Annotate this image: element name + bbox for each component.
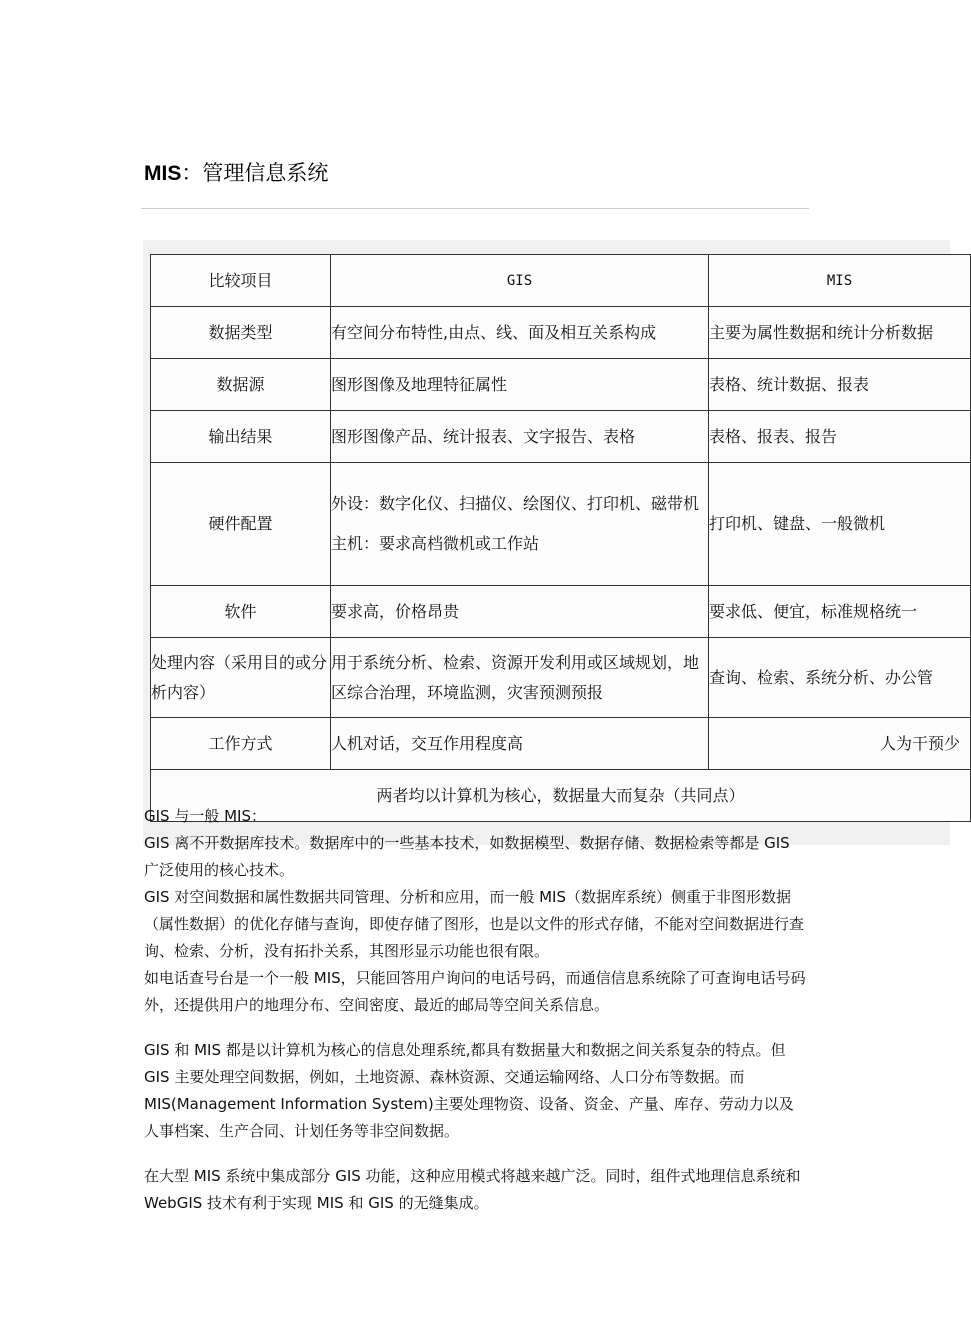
gis-cell: 图形图像及地理特征属性 <box>331 359 709 411</box>
row-label: 输出结果 <box>151 411 331 463</box>
title-text: ：管理信息系统 <box>181 161 329 185</box>
gis-cell <box>331 463 709 586</box>
gis-cell: 用于系统分析、检索、资源开发利用或区域规划，地区综合治理，环境监测，灾害预测预报 <box>331 638 709 718</box>
gis-peripherals: 外设：数字化仪、扫描仪、绘图仪、打印机、磁带机 <box>331 494 700 513</box>
title-divider <box>141 208 809 209</box>
mis-cell: 主要为属性数据和统计分析数据 <box>709 307 971 359</box>
row-label: 数据类型 <box>151 307 331 359</box>
row-label: 处理内容（采用目的或分析内容） <box>151 638 331 718</box>
table-row <box>151 411 971 463</box>
paragraph: 在大型 MIS 系统中集成部分 GIS 功能，这种应用模式将越来越广泛。同时，组件式地理信息系统和 WebGIS 技术有利于实现 MIS 和 GIS 的无缝集成。 <box>144 1167 801 1212</box>
header-mis: MIS <box>709 255 971 307</box>
table-row <box>151 718 971 770</box>
comparison-table-image <box>143 240 960 845</box>
row-label: 数据源 <box>151 359 331 411</box>
gis-host: 主机：要求高档微机或工作站 <box>331 534 540 553</box>
row-label: 工作方式 <box>151 718 331 770</box>
gis-cell: 要求高，价格昂贵 <box>331 586 709 638</box>
table-row <box>151 638 971 718</box>
table-row <box>151 586 971 638</box>
common-point-cell: 两者均以计算机为核心，数据量大而复杂（共同点） <box>151 770 971 822</box>
table-row <box>151 463 971 586</box>
mis-cell: 要求低、便宜，标准规格统一 <box>709 586 971 638</box>
header-item: 比较项目 <box>151 255 331 307</box>
mis-cell: 人为干预少 <box>709 718 971 770</box>
gis-cell: 有空间分布特性,由点、线、面及相互关系构成 <box>331 307 709 359</box>
gis-cell: 人机对话，交互作用程度高 <box>331 718 709 770</box>
mis-cell: 表格、报表、报告 <box>709 411 971 463</box>
paragraph-subheading: GIS 与一般 MIS： <box>144 807 266 825</box>
paragraph: GIS 对空间数据和属性数据共同管理、分析和应用，而一般 MIS（数据库系统）侧重于非图形数据（属性数据）的优化存储与查询，即使存储了图形，也是以文件的形式存储，不能对空间数据进行查询、检索、分析，没有拓扑关系，其图形显示功能也很有限。 <box>144 888 805 960</box>
body-text <box>144 803 808 1217</box>
paragraph: GIS 和 MIS 都是以计算机为核心的信息处理系统,都具有数据量大和数据之间关系复杂的特点。但 GIS 主要处理空间数据，例如，土地资源、森林资源、交通运输网络、人口分布等数据。而 MIS(Management Information System)主要处理物资、设备、资金、产量、库存、劳动力以及人事档案、生产合同、计划任务等非空间数据。 <box>144 1041 794 1140</box>
row-label: 硬件配置 <box>151 463 331 586</box>
mis-cell: 打印机、键盘、一般微机 <box>709 463 971 586</box>
comparison-table <box>150 254 971 822</box>
table-row <box>151 359 971 411</box>
mis-cell: 表格、统计数据、报表 <box>709 359 971 411</box>
page-title <box>144 158 328 189</box>
table-row <box>151 307 971 359</box>
header-gis: GIS <box>331 255 709 307</box>
title-abbr: MIS <box>144 162 182 185</box>
gis-cell: 图形图像产品、统计报表、文字报告、表格 <box>331 411 709 463</box>
row-label: 软件 <box>151 586 331 638</box>
paragraph: GIS 离不开数据库技术。数据库中的一些基本技术，如数据模型、数据存储、数据检索等都是 GIS 广泛使用的核心技术。 <box>144 834 790 879</box>
table-header-row <box>151 255 971 307</box>
mis-cell: 查询、检索、系统分析、办公管 <box>709 638 971 718</box>
paragraph: 如电话查号台是一个一般 MIS，只能回答用户询问的电话号码，而通信信息系统除了可查询电话号码外，还提供用户的地理分布、空间密度、最近的邮局等空间关系信息。 <box>144 969 806 1014</box>
